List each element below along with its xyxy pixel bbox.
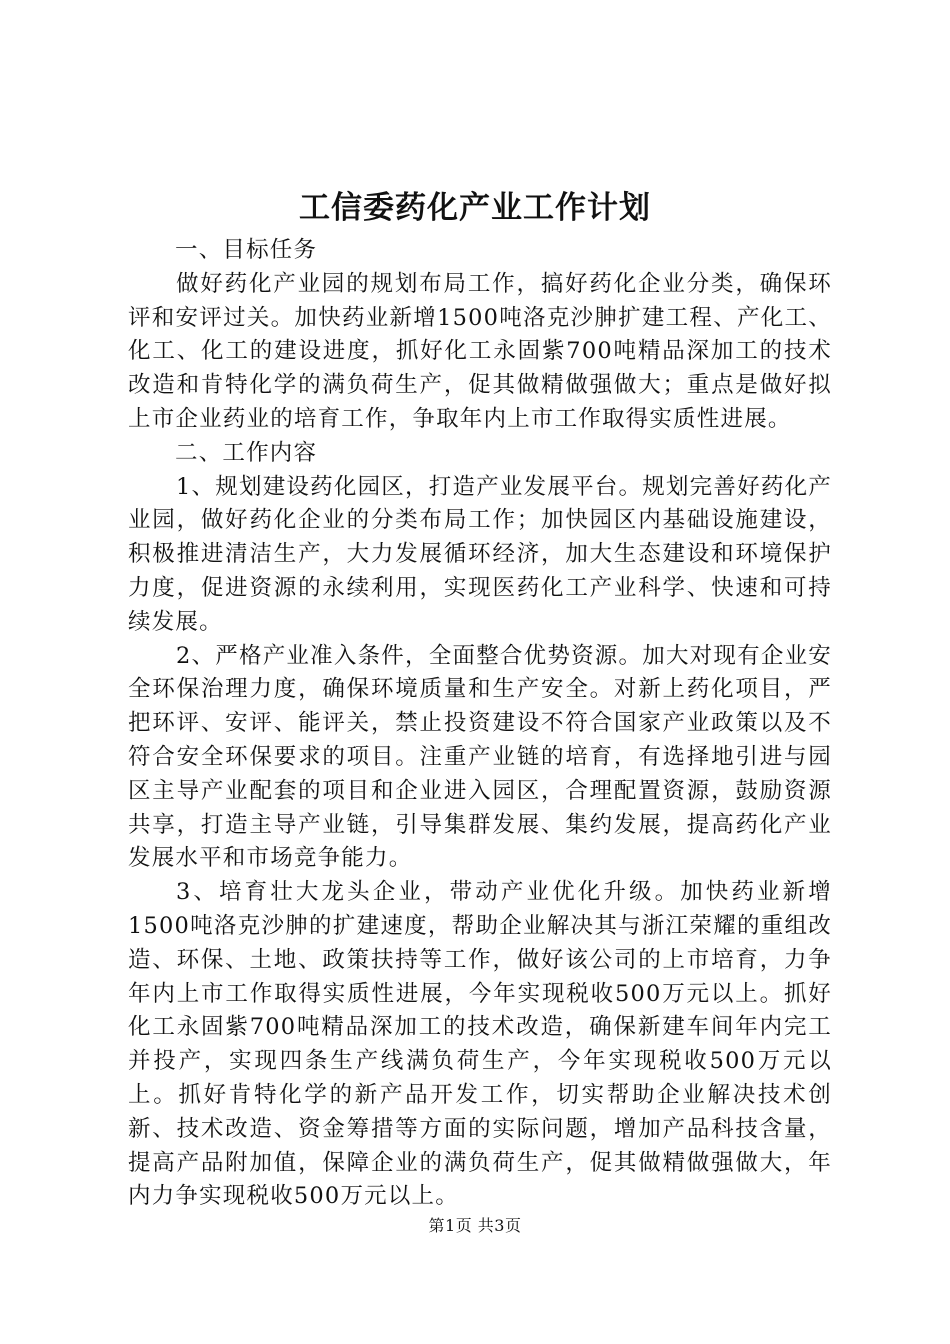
document-body xyxy=(128,234,832,1214)
section-heading-goals: 一、目标任务 xyxy=(175,237,318,263)
page-number-footer: 第1页 共3页 xyxy=(428,1216,522,1235)
document-title: 工信委药化产业工作计划 xyxy=(299,190,651,226)
paragraph-goals: 做好药化产业园的规划布局工作，搞好药化企业分类，确保环评和安评过关。加快药业新增1500吨洛克沙胂扩建工程、产化工、化工、化工的建设进度，抓好化工永固紫700吨精品深加工的技术改造和肯特化学的满负荷生产，促其做精做强做大；重点是做好拟上市企业药业的培育工作，争取年内上市工作取得实质性进展。 xyxy=(128,270,832,432)
paragraph-work-item-3: 3、培育壮大龙头企业，带动产业优化升级。加快药业新增1500吨洛克沙胂的扩建速度，帮助企业解决其与浙江荣耀的重组改造、环保、土地、政策扶持等工作，做好该公司的上市培育，力争年内上市工作取得实质性进展，今年实现税收500万元以上。抓好化工永固紫700吨精品深加工的技术改造，确保新建车间年内完工并投产，实现四条生产线满负荷生产，今年实现税收500万元以上。抓好肯特化学的新产品开发工作，切实帮助企业解决技术创新、技术改造、资金筹措等方面的实际问题，增加产品科技含量，提高产品附加值，保障企业的满负荷生产，促其做精做强做大，年内力争实现税收500万元以上。 xyxy=(128,879,832,1210)
section-heading-work-content: 二、工作内容 xyxy=(175,439,318,466)
paragraph-work-item-2: 2、严格产业准入条件，全面整合优势资源。加大对现有企业安全环保治理力度，确保环境质量和生产安全。对新上药化项目，严把环评、安评、能评关，禁止投资建设不符合国家产业政策以及不符合安全环保要求的项目。注重产业链的培育，有选择地引进与园区主导产业配套的项目和企业进入园区，合理配置资源，鼓励资源共享，打造主导产业链，引导集群发展、集约发展，提高药化产业发展水平和市场竞争能力。 xyxy=(128,642,832,872)
paragraph-work-item-1: 1、规划建设药化园区，打造产业发展平台。规划完善好药化产业园，做好药化企业的分类布局工作；加快园区内基础设施建设，积极推进清洁生产，大力发展循环经济，加大生态建设和环境保护力度，促进资源的永续利用，实现医药化工产业科学、快速和可持续发展。 xyxy=(128,473,832,635)
